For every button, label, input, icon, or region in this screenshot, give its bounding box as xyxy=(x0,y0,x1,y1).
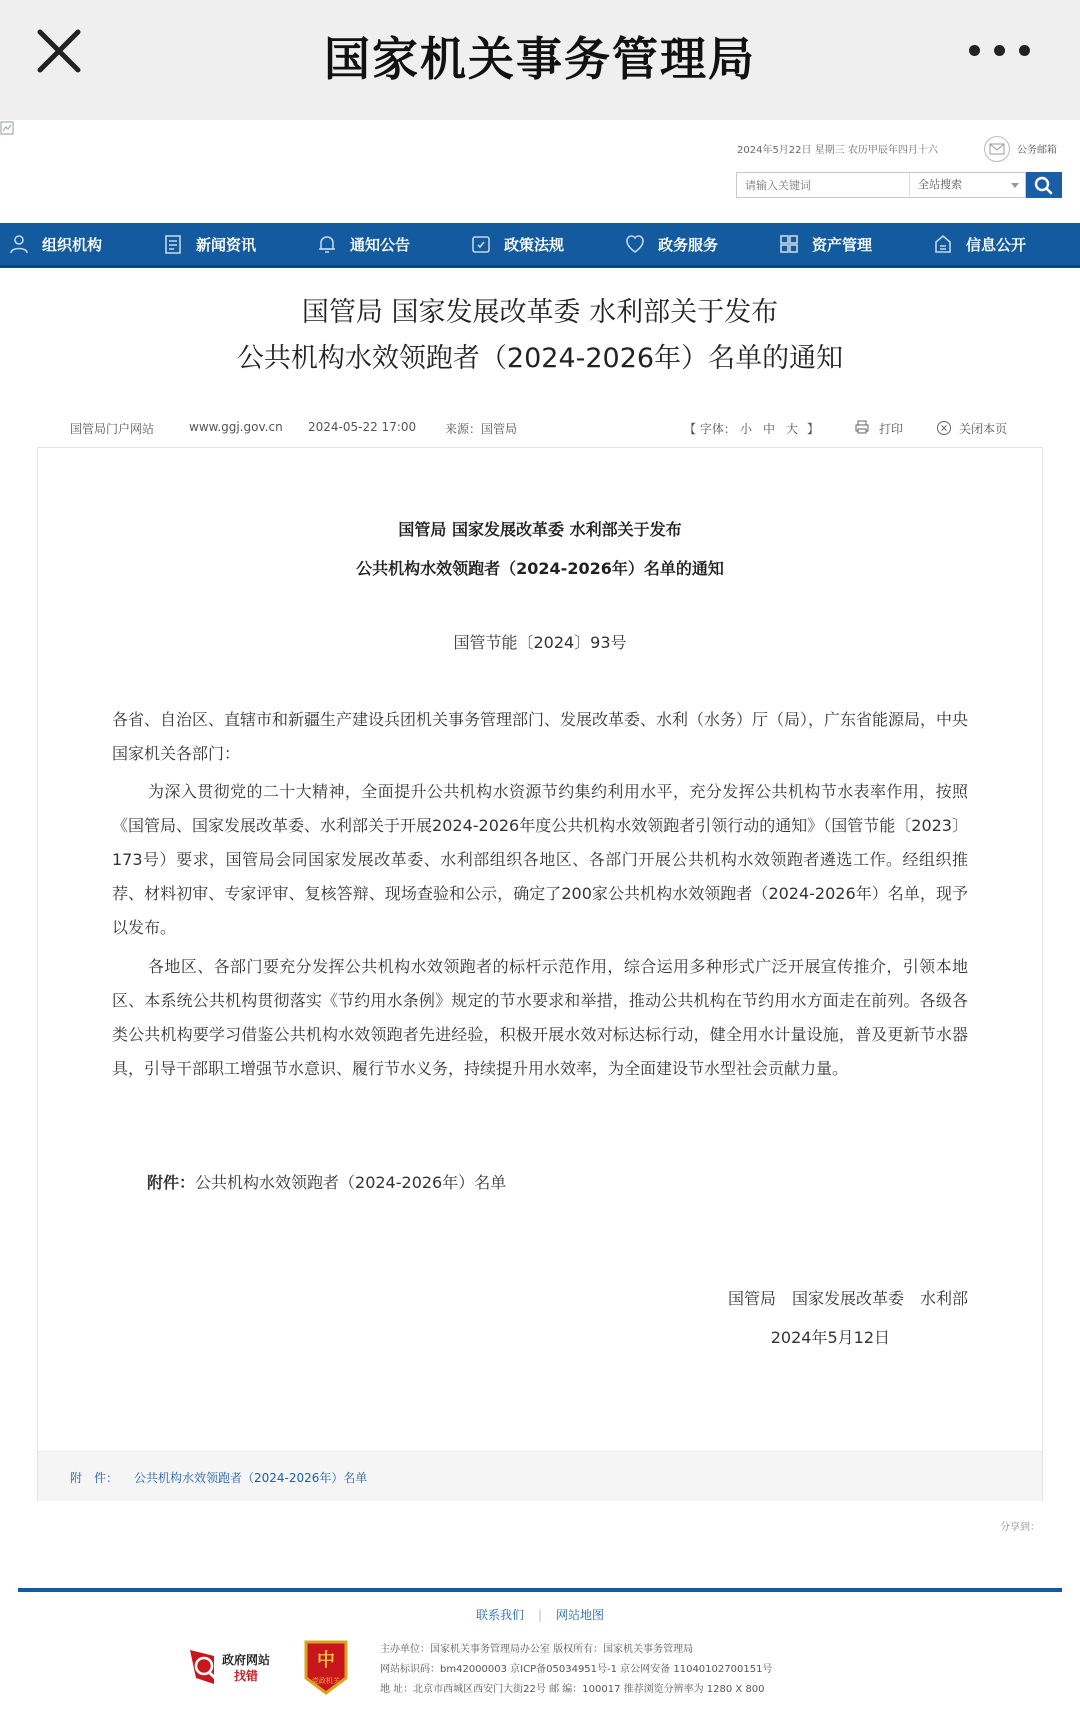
nav-item-policy[interactable] xyxy=(462,223,616,265)
nav-label: 信息公开 xyxy=(966,235,1027,254)
print-icon[interactable] xyxy=(854,419,870,438)
nav-label: 资产管理 xyxy=(812,235,873,254)
footer-info-line1: 主办单位：国家机关事务管理局办公室 版权所有：国家机关事务管理局 xyxy=(380,1644,694,1655)
attachment-link[interactable]: 公共机构水效领跑者（2024-2026年）名单 xyxy=(134,1471,368,1485)
attachment-bar-label: 附 件： xyxy=(70,1471,119,1485)
contact-link[interactable]: 联系我们 xyxy=(475,1608,524,1622)
more-options-icon[interactable] xyxy=(930,40,1030,60)
bell-icon xyxy=(316,233,338,255)
attachment-text: 公共机构水效领跑者（2024-2026年）名单 xyxy=(195,1173,507,1192)
footer-divider xyxy=(18,1588,1062,1592)
nav-label: 新闻资讯 xyxy=(196,235,257,254)
search-button[interactable] xyxy=(1026,172,1062,198)
print-button[interactable]: 打印 xyxy=(879,422,904,436)
mail-link[interactable]: 公务邮箱 xyxy=(1017,145,1057,156)
news-icon xyxy=(162,233,184,255)
nav-label: 组织机构 xyxy=(42,235,103,254)
article-title-line1: 国管局 国家发展改革委 水利部关于发布 xyxy=(301,297,779,328)
gov-badge-line2: 找错 xyxy=(234,1669,259,1683)
paragraph-1: 为深入贯彻党的二十大精神，全面提升公共机构水资源节约集约利用水平，充分发挥公共机构节水表率作用，按照《国管局、国家发展改革委、水利部关于开展2024-2026年度公共机构水效领跑者引领行动的通知》（国管节能〔2023〕173号）要求，国管局会同国家发展改革委、水利部组织各地区、各部门开展公共机构水效领跑者遴选工作。经组织推荐、材料初审、专家评审、复核答辩、现场查验和公示，确定了200家公共机构水效领跑者（2024-2026年）名单，现予以发布。 xyxy=(112,782,968,937)
sign-date: 2024年5月12日 xyxy=(770,1328,890,1347)
nav-label: 政务服务 xyxy=(658,235,719,254)
font-size-medium[interactable]: 中 xyxy=(763,422,776,436)
nav-item-org[interactable] xyxy=(0,223,154,265)
salutation: 各省、自治区、直辖市和新疆生产建设兵团机关事务管理部门、发展改革委、水利（水务）厅（局），广东省能源局，中央国家机关各部门： xyxy=(112,710,969,763)
attachment-bar xyxy=(38,1451,1042,1501)
article-meta xyxy=(70,420,1020,440)
font-size-large[interactable]: 大 xyxy=(786,422,799,436)
nav-item-news[interactable] xyxy=(154,223,308,265)
document-title-line2: 公共机构水效领跑者（2024-2026年）名单的通知 xyxy=(356,559,724,578)
article-title xyxy=(0,290,1080,382)
footer-info-line3: 地 址：北京市西城区西安门大街22号 邮 编：100017 推荐浏览分辨率为 1280 X 800 xyxy=(380,1684,765,1695)
nav-item-asset[interactable] xyxy=(770,223,924,265)
policy-icon xyxy=(470,233,492,255)
font-size-label: 【 字体： xyxy=(684,422,736,436)
chevron-down-icon xyxy=(1011,183,1019,188)
meta-source: 来源：国管局 xyxy=(445,422,518,436)
footer-links xyxy=(0,1606,1080,1623)
close-icon[interactable] xyxy=(30,22,90,82)
paragraph-2: 各地区、各部门要充分发挥公共机构水效领跑者的标杆示范作用，综合运用多种形式广泛开展宣传推介，引领本地区、本系统公共机构贯彻落实《节约用水条例》规定的节水要求和举措，推动公共机构在节约用水方面走在前列。各级各类公共机构要学习借鉴公共机构水效领跑者先进经验，积极开展水效对标达标行动，健全用水计量设施，普及更新节水器具，引导干部职工增强节水意识、履行节水义务，持续提升用水效率，为全面建设节水型社会贡献力量。 xyxy=(112,957,968,1078)
info-icon xyxy=(932,233,954,255)
app-top-bar xyxy=(0,0,1080,120)
gov-badge-line1: 政府网站 xyxy=(222,1653,271,1667)
attachment-line xyxy=(147,1170,506,1193)
footer-info xyxy=(380,1640,772,1700)
document-number: 国管节能〔2024〕93号 xyxy=(453,633,627,652)
mail-icon[interactable] xyxy=(984,136,1010,162)
nav-item-service[interactable] xyxy=(616,223,770,265)
svg-text:中: 中 xyxy=(317,1650,335,1671)
nav-item-info[interactable] xyxy=(924,223,1078,265)
footer-separator: | xyxy=(537,1608,543,1622)
app-title: 国家机关事务管理局 xyxy=(324,32,756,86)
close-page-button[interactable]: 关闭本页 xyxy=(959,422,1008,436)
close-circle-icon[interactable] xyxy=(936,420,952,439)
main-nav xyxy=(0,223,1080,268)
sitemap-link[interactable]: 网站地图 xyxy=(556,1608,605,1622)
signers: 国管局 国家发展改革委 水利部 xyxy=(727,1289,968,1308)
article-title-line2: 公共机构水效领跑者（2024-2026年）名单的通知 xyxy=(236,343,844,374)
search-box xyxy=(736,172,1026,198)
font-size-small[interactable]: 小 xyxy=(740,422,753,436)
search-input[interactable] xyxy=(737,173,923,197)
nav-label: 政策法规 xyxy=(504,235,565,254)
nav-item-notice[interactable] xyxy=(308,223,462,265)
org-icon xyxy=(8,233,30,255)
meta-site: 国管局门户网站 xyxy=(70,422,155,436)
meta-url: www.ggj.gov.cn xyxy=(189,420,283,434)
date-line: 2024年5月22日 星期三 农历甲辰年四月十六 xyxy=(737,145,938,156)
footer-info-line2: 网站标识码：bm42000003 京ICP备05034951号-1 京公网安备 11040102700151号 xyxy=(380,1664,773,1675)
search-scope-label: 全站搜索 xyxy=(918,178,962,191)
broken-image-icon xyxy=(0,120,14,134)
nav-label: 通知公告 xyxy=(350,235,411,254)
gov-website-error-report-badge[interactable] xyxy=(188,1644,280,1690)
party-badge-text: 党政机关 xyxy=(312,1677,340,1685)
meta-datetime: 2024-05-22 17:00 xyxy=(308,420,417,434)
font-size-close: 】 xyxy=(807,422,820,436)
service-icon xyxy=(624,233,646,255)
asset-icon xyxy=(778,233,800,255)
document-title xyxy=(0,510,1080,588)
share-label: 分享到： xyxy=(1000,1522,1040,1533)
search-scope-select[interactable] xyxy=(909,173,1025,197)
attachment-label: 附件： xyxy=(147,1173,196,1192)
search-icon xyxy=(1026,172,1062,198)
party-government-badge[interactable] xyxy=(302,1638,350,1696)
document-title-line1: 国管局 国家发展改革委 水利部关于发布 xyxy=(398,520,682,539)
